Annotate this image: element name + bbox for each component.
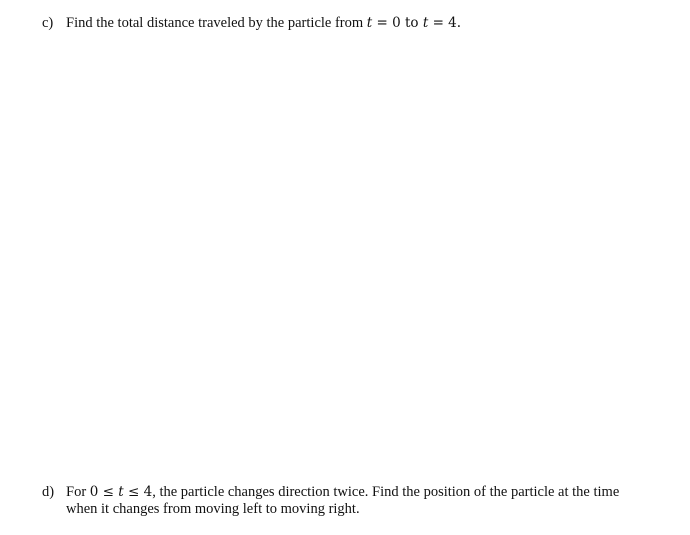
question-c-text-part-1: Find the total distance traveled by the particle from bbox=[66, 15, 367, 31]
question-c bbox=[42, 15, 642, 32]
variable-t: t bbox=[422, 15, 429, 31]
variable-t: t bbox=[366, 15, 373, 31]
equation-part: = 4. bbox=[428, 15, 462, 31]
inequality-part: ≤ 4 bbox=[123, 484, 153, 500]
question-d-text-part-1: For bbox=[66, 484, 90, 500]
question-d bbox=[42, 484, 642, 518]
question-d-text bbox=[66, 484, 642, 518]
question-d-text-part-2: , the particle changes direction twice. Find the position of the particle at the time when it changes from moving left to moving right. bbox=[66, 484, 620, 517]
inequality-part: 0 ≤ bbox=[89, 484, 119, 500]
question-c-text bbox=[66, 15, 642, 32]
question-c-label: c) bbox=[42, 15, 54, 31]
question-d-label: d) bbox=[42, 484, 55, 500]
equation-part: = 0 to bbox=[372, 15, 423, 31]
variable-t: t bbox=[118, 484, 124, 500]
